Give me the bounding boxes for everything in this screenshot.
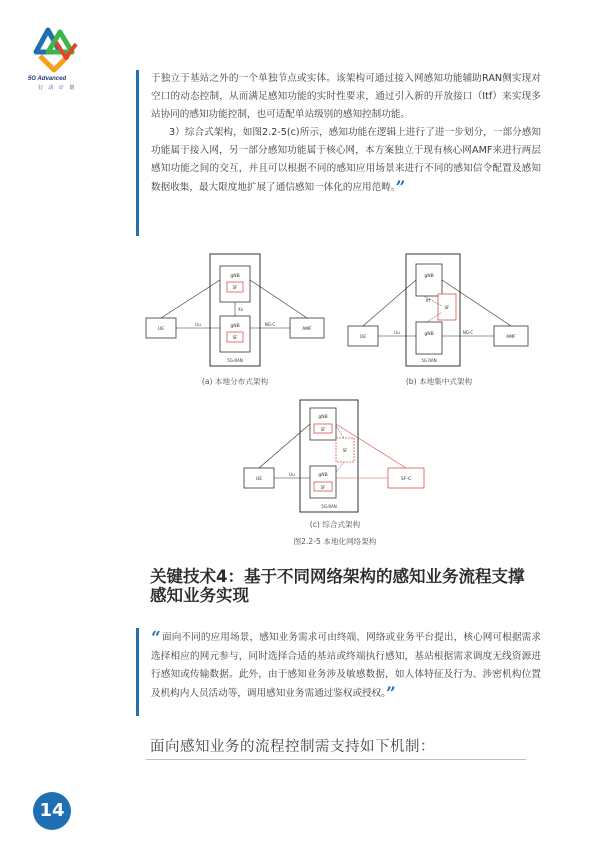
- logo: [26, 22, 82, 92]
- xn-label: Xn: [238, 307, 244, 312]
- figure-title: 图2.2-5 本地化网络架构: [293, 537, 377, 546]
- sf-label-top: SF: [232, 285, 238, 290]
- ran-label: 5G-RAN: [227, 358, 243, 363]
- ue-label: UE: [359, 335, 367, 340]
- amf-label: AMF: [302, 327, 312, 332]
- amf-label: AMF: [506, 335, 516, 340]
- paragraph-4-text: 面向不同的应用场景，感知业务需求可由终端、网络或业务平台提出，核心网可根据需求选择相应的网元参与，同时选择合适的基站或终端执行感知，基站根据需求调度无线资源进行感知或传输数据。此外，由于感知业务涉及敏感数据，如人体特征及行为、涉密机构位置及机构内人员活动等，调用感知业务需通过鉴权或授权。: [151, 632, 541, 699]
- sub-heading: 面向感知业务的流程控制需支持如下机制：: [150, 739, 435, 755]
- sf-label-bottom: SF: [320, 485, 326, 490]
- gnb-box-top: [416, 264, 442, 296]
- gnb-label-bottom: gNB: [424, 332, 434, 337]
- gnb-box-bottom: [416, 322, 442, 354]
- itf-label: Itf: [426, 298, 431, 303]
- gnb-label-bottom: gNB: [318, 473, 328, 478]
- gnb-label-top: gNB: [230, 274, 240, 279]
- uu-label: Uu: [195, 322, 201, 327]
- ran-label: 5G RAN: [421, 358, 437, 363]
- uu-label: Uu: [289, 472, 295, 477]
- sf-label: SF: [444, 305, 450, 310]
- diagram-c: [240, 396, 430, 516]
- sf-label-middle: SF: [342, 448, 348, 453]
- logo-subtext: 行 动 计 划: [38, 85, 77, 91]
- sf-c-label: SF-C: [400, 477, 412, 482]
- gnb-box-top: [220, 266, 250, 302]
- gnb-box-bottom: [220, 316, 250, 352]
- diagram-b: [344, 250, 534, 370]
- gnb-label-top: gNB: [318, 415, 328, 420]
- ng-c-label: NG-C: [462, 330, 474, 335]
- logo-text: 5G Advanced: [28, 76, 67, 82]
- paragraph-3-text: 3）综合式架构，如图2.2-5(c)所示，感知功能在逻辑上进行了进一步划分，一部分感知功能属于接入网，另一部分感知功能属于核心网，本方案独立于现有核心网AMF来进行两层感知功能之间的交互，并且可以根据不同的感知应用场景来进行不同的感知信令配置及感知数据收集，最大限度地扩展了通信感知一体化的应用范畴。: [151, 127, 541, 193]
- content-block-bottom: [136, 628, 541, 716]
- uu-label: Uu: [394, 330, 400, 335]
- paragraph-4: [151, 628, 541, 704]
- ue-label: UE: [255, 477, 263, 482]
- logo-mark: [26, 22, 82, 74]
- section-heading: 关键技术4：基于不同网络架构的感知业务流程支撑感知业务实现: [150, 567, 525, 605]
- caption-a: (a) 本地分布式架构: [201, 377, 269, 386]
- sf-label-bottom: SF: [232, 335, 238, 340]
- intro-paragraph: 于独立于基站之外的一个单独节点或实体。该架构可通过接入网感知功能辅助RAN侧实现对空口的动态控制，从而满足感知功能的实时性要求，通过引入新的开放接口（Itf）来实现多站协同的感知功能控制，也可适配单站级别的感知控制功能。: [151, 73, 541, 120]
- caption-c: (c) 综合式架构: [309, 520, 361, 529]
- page-number: 14: [33, 792, 71, 830]
- gnb-label-top: gNB: [424, 274, 434, 279]
- content-block-top: [136, 70, 541, 236]
- ue-label: UE: [157, 327, 165, 332]
- close-quote-icon: ”: [386, 684, 394, 704]
- caption-b: (b) 本地集中式架构: [405, 377, 473, 386]
- close-quote-icon: ”: [395, 178, 404, 198]
- sf-label-top: SF: [320, 427, 326, 432]
- open-quote-icon: “: [151, 628, 159, 648]
- ng-c-label: NG-C: [264, 322, 276, 327]
- divider: [146, 759, 526, 760]
- paragraph-3: [151, 124, 541, 198]
- diagram-a: [140, 250, 330, 370]
- gnb-label-bottom: gNB: [230, 324, 240, 329]
- ran-label: 5G-RAN: [321, 504, 337, 509]
